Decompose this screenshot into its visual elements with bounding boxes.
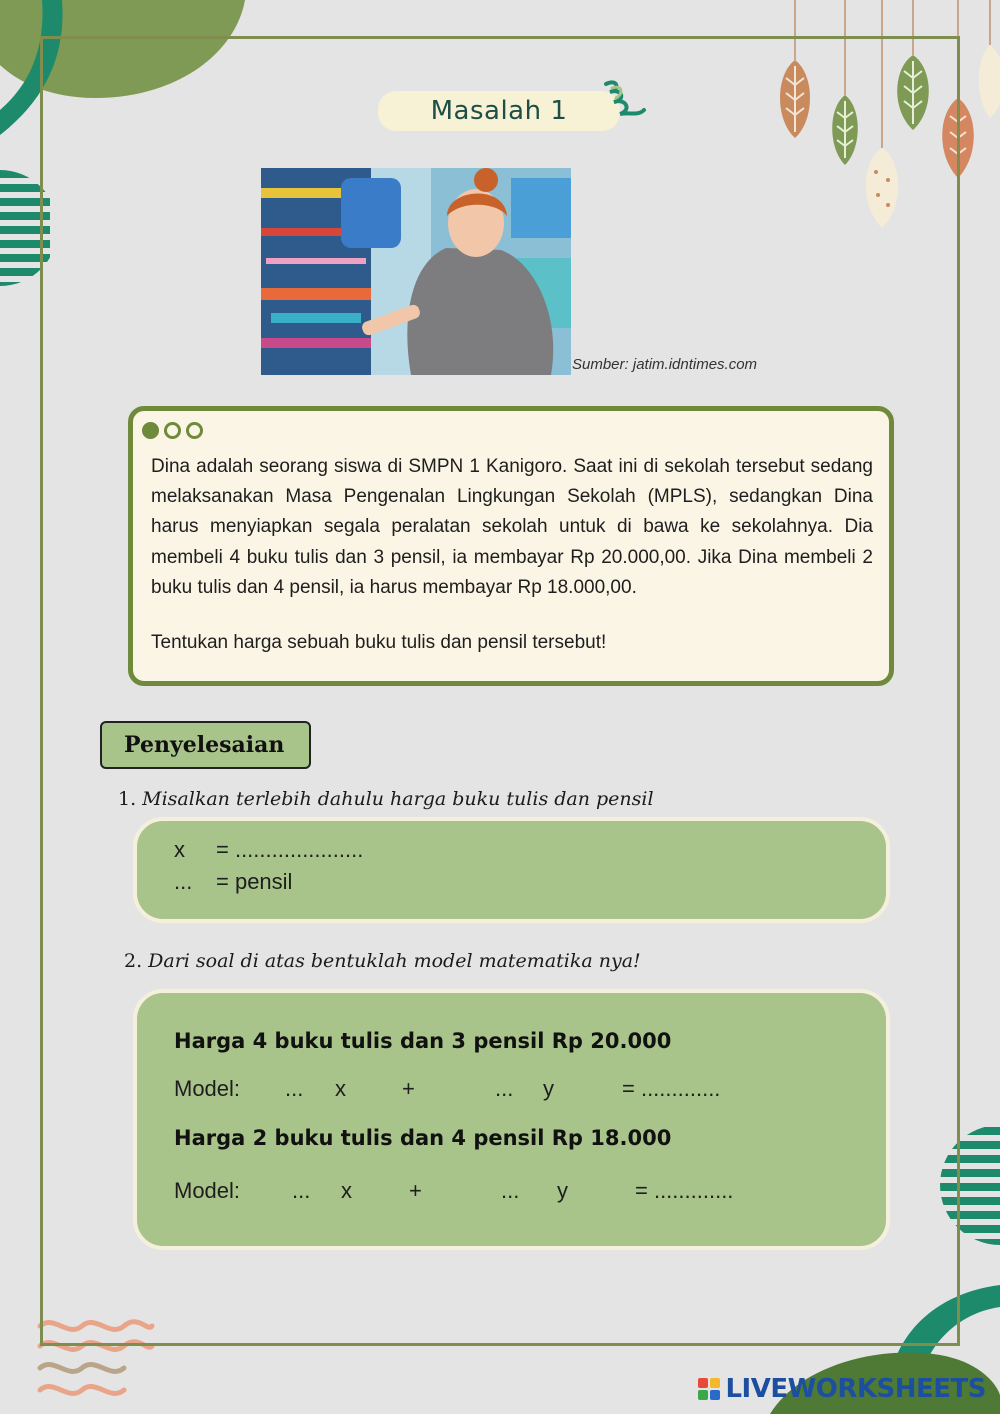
model1-coef-y-input[interactable]: ... bbox=[495, 1076, 514, 1101]
step2-text: Dari soal di atas bentuklah model matematika nya! bbox=[148, 950, 641, 972]
model1-var-x: x bbox=[335, 1076, 346, 1101]
logo-icon bbox=[698, 1378, 720, 1400]
photo-caption: Sumber: jatim.idntimes.com bbox=[572, 356, 758, 373]
condition-1-heading: Harga 4 buku tulis dan 3 pensil Rp 20.000 bbox=[174, 1029, 672, 1053]
model1-coef-x-input[interactable]: ... bbox=[285, 1076, 304, 1101]
step2-number: 2. bbox=[124, 950, 143, 972]
model2-label: Model: bbox=[174, 1178, 241, 1203]
model2-coef-x-input[interactable]: ... bbox=[292, 1178, 311, 1203]
model1-var-y: y bbox=[543, 1076, 554, 1101]
solution-label: Penyelesaian bbox=[100, 721, 311, 769]
step2-instruction bbox=[124, 950, 641, 972]
var-x-input[interactable]: = ..................... bbox=[216, 837, 364, 862]
student-shopping-photo bbox=[261, 168, 571, 375]
model2-result-input[interactable]: = ............. bbox=[635, 1178, 734, 1203]
problem-question: Tentukan harga sebuah buku tulis dan pensil tersebut! bbox=[151, 632, 607, 653]
model2-var-x: x bbox=[341, 1178, 352, 1203]
model1-plus: + bbox=[402, 1076, 415, 1101]
model1-label: Model: bbox=[174, 1076, 241, 1101]
dot-icon bbox=[186, 422, 203, 439]
model1-result-input[interactable]: = ............. bbox=[622, 1076, 721, 1101]
step1-number: 1. bbox=[118, 788, 137, 810]
condition-2-heading: Harga 2 buku tulis dan 4 pensil Rp 18.000 bbox=[174, 1126, 672, 1150]
model2-var-y: y bbox=[557, 1178, 568, 1203]
model2-plus: + bbox=[409, 1178, 422, 1203]
logo-text: LIVEWORKSHEETS bbox=[725, 1374, 986, 1404]
var-x-label: x bbox=[174, 837, 185, 862]
var-y-input[interactable]: ... bbox=[174, 869, 193, 894]
squiggle-icon bbox=[598, 74, 648, 124]
page-title: Masalah 1 bbox=[378, 91, 620, 131]
var-y-meaning: = pensil bbox=[216, 869, 293, 894]
step1-text: Misalkan terlebih dahulu harga buku tulis dan pensil bbox=[142, 788, 654, 810]
problem-text: Dina adalah seorang siswa di SMPN 1 Kanigoro. Saat ini di sekolah tersebut sedang melaksanakan Masa Pengenalan Lingkungan Sekolah (MPLS), sedangkan Dina harus menyiapkan segala peralatan sekolah untuk di bawa ke sekolahnya. Dia membeli 4 buku tulis dan 3 pensil, ia membayar Rp 20.000,00. Jika Dina membeli 2 buku tulis dan 4 pensil, ia harus membayar Rp 18.000,00. bbox=[151, 456, 873, 598]
dot-icon bbox=[164, 422, 181, 439]
model2-coef-y-input[interactable]: ... bbox=[501, 1178, 520, 1203]
window-dots bbox=[142, 422, 203, 439]
dot-icon bbox=[142, 422, 159, 439]
step1-instruction bbox=[118, 788, 654, 810]
liveworksheets-logo bbox=[698, 1374, 986, 1404]
